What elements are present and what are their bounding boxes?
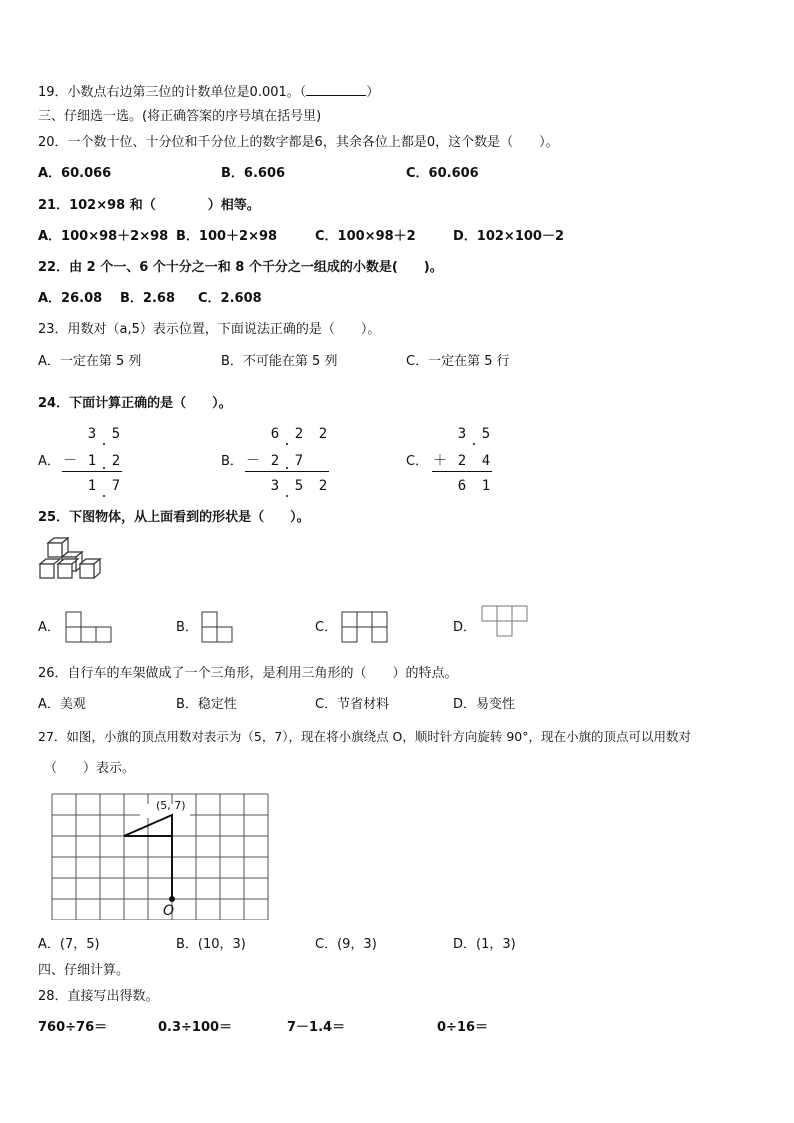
q21-option-c[interactable]: C．100×98＋2	[315, 229, 416, 244]
operator: ＋	[433, 453, 447, 469]
digit: 7	[294, 453, 304, 469]
digit: 2	[457, 453, 467, 469]
section4-heading: 四、仔细计算。	[38, 963, 130, 978]
q21-stem: 21．102×98 和（ ）相等。	[38, 198, 260, 213]
q25-option-a[interactable]: A．	[38, 620, 60, 635]
q26-option-a[interactable]: A．美观	[38, 697, 86, 712]
digit: 5	[481, 426, 491, 442]
q20-option-a[interactable]: A．60.066	[38, 166, 112, 181]
q21-option-d[interactable]: D．102×100－2	[453, 229, 565, 244]
q28-item-1[interactable]: 760÷76＝	[38, 1020, 108, 1035]
q28-item-4[interactable]: 0÷16＝	[437, 1020, 489, 1035]
q28-item-3[interactable]: 7－1.4＝	[287, 1020, 346, 1035]
digit: 2	[270, 453, 280, 469]
q22-option-c[interactable]: C．2.608	[198, 291, 262, 306]
digit: 6	[457, 478, 467, 494]
q23-option-a[interactable]: A．一定在第 5 列	[38, 354, 142, 369]
digit: 7	[111, 478, 121, 494]
q19	[38, 83, 379, 101]
digit: 5	[111, 426, 121, 442]
q25-shape-a[interactable]	[64, 610, 114, 644]
q27-point-label: (5, 7)	[156, 799, 186, 812]
q25-cube-figure	[36, 536, 116, 596]
q25-stem: 25．下图物体，从上面看到的形状是（ ）。	[38, 510, 310, 525]
q23-stem: 23．用数对（a,5）表示位置，下面说法正确的是（ ）。	[38, 322, 381, 337]
digit: 1	[87, 453, 97, 469]
cube-drawing	[40, 538, 100, 578]
q20-option-c[interactable]: C．60.606	[406, 166, 479, 181]
q24-option-a-label: A．	[38, 454, 60, 469]
q25-option-b[interactable]: B．	[176, 620, 198, 635]
digit: 2	[111, 453, 121, 469]
q28-item-2[interactable]: 0.3÷100＝	[158, 1020, 233, 1035]
q23-option-b[interactable]: B．不可能在第 5 列	[221, 354, 338, 369]
q26-option-c[interactable]: C．节省材料	[315, 697, 390, 712]
q21-option-a[interactable]: A．100×98＋2×98	[38, 229, 169, 244]
q24-option-c-label: C．	[406, 454, 429, 469]
point-o	[169, 896, 175, 902]
q23-option-c[interactable]: C．一定在第 5 行	[406, 354, 510, 369]
digit: 3	[457, 426, 467, 442]
q27-grid-figure	[40, 790, 280, 920]
q22-stem: 22．由 2 个一、6 个十分之一和 8 个千分之一组成的小数是( )。	[38, 260, 443, 275]
digit: 3	[87, 426, 97, 442]
digit: 2	[318, 478, 328, 494]
q20-option-b[interactable]: B．6.606	[221, 166, 286, 181]
q19-blank[interactable]	[306, 83, 366, 96]
digit: 1	[87, 478, 97, 494]
q27-option-c[interactable]: C．(9，3)	[315, 937, 377, 952]
q28-stem: 28．直接写出得数。	[38, 989, 159, 1004]
q20-stem: 20．一个数十位、十分位和千分位上的数字都是6，其余各位上都是0，这个数是（ ）。	[38, 135, 559, 150]
q19-text: 19．小数点右边第三位的计数单位是0.001。（	[38, 85, 307, 100]
q25-shape-c[interactable]	[340, 610, 392, 644]
q26-option-b[interactable]: B．稳定性	[176, 697, 237, 712]
operator: －	[63, 453, 77, 469]
digit: 6	[270, 426, 280, 442]
digit: 1	[481, 478, 491, 494]
q26-stem: 26．自行车的车架做成了一个三角形，是利用三角形的（ ）的特点。	[38, 666, 458, 681]
digit: 5	[294, 478, 304, 494]
q27-stem-line2: （ ）表示。	[44, 761, 136, 776]
q27-o-label: O	[163, 903, 175, 919]
digit: 2	[318, 426, 328, 442]
q22-option-b[interactable]: B．2.68	[120, 291, 175, 306]
digit: 3	[270, 478, 280, 494]
digit: 2	[294, 426, 304, 442]
section3-heading: 三、仔细选一选。(将正确答案的序号填在括号里)	[38, 109, 322, 124]
q24-option-b-label: B．	[221, 454, 243, 469]
q25-shape-d[interactable]	[480, 604, 532, 646]
q27-stem-line1: 27．如图，小旗的顶点用数对表示为（5，7），现在将小旗绕点 O，顺时针方向旋转 90°，现在小旗的顶点可以用数对	[38, 729, 692, 744]
q22-option-a[interactable]: A．26.08	[38, 291, 103, 306]
q25-option-d[interactable]: D．	[453, 620, 477, 635]
digit: 4	[481, 453, 491, 469]
q27-option-b[interactable]: B．(10，3)	[176, 937, 246, 952]
q19-close: ）	[366, 85, 380, 100]
operator: －	[246, 453, 260, 469]
q21-option-b[interactable]: B．100＋2×98	[176, 229, 278, 244]
q27-option-d[interactable]: D．(1，3)	[453, 937, 516, 952]
q25-shape-b[interactable]	[200, 610, 240, 644]
q24-stem: 24．下面计算正确的是（ ）。	[38, 396, 232, 411]
q27-option-a[interactable]: A．(7，5)	[38, 937, 100, 952]
q25-option-c[interactable]: C．	[315, 620, 338, 635]
q26-option-d[interactable]: D．易变性	[453, 697, 516, 712]
